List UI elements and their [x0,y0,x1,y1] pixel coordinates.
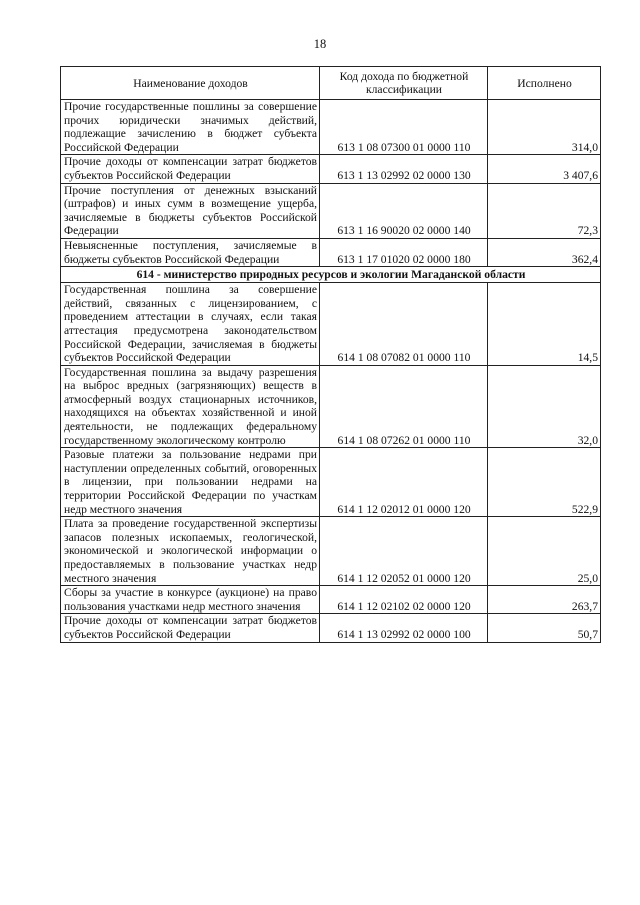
budget-code-cell: 614 1 12 02012 01 0000 120 [320,448,488,517]
executed-value-cell: 50,7 [488,614,601,642]
table-row [61,614,601,642]
revenue-name-cell: Государственная пошлина за выдачу разрешения на выброс вредных (загрязняющих) веществ в атмосферный воздух стационарных источников, находящихся на объектах хозяйственной и иной деятельности, не подлежащих федеральному государственному экологическому контролю [61,365,320,448]
executed-value-cell: 522,9 [488,448,601,517]
revenue-name-cell: Разовые платежи за пользование недрами при наступлении определенных событий, оговоренных в лицензии, при пользовании недрами на территории Российской Федерации по участкам недр местного значения [61,448,320,517]
budget-code-cell: 613 1 08 07300 01 0000 110 [320,100,488,155]
executed-value-cell: 14,5 [488,283,601,366]
table-row [61,155,601,183]
executed-value-cell: 25,0 [488,517,601,586]
table-row [61,586,601,614]
revenue-name-cell: Прочие государственные пошлины за совершение прочих юридически значимых действий, подлежащие зачислению в бюджет субъекта Российской Федерации [61,100,320,155]
executed-value-cell: 263,7 [488,586,601,614]
executed-value-cell: 72,3 [488,183,601,238]
header-budget-code: Код дохода по бюджетной классификации [320,67,488,100]
table-header-row [61,67,601,100]
budget-code-cell: 614 1 12 02102 02 0000 120 [320,586,488,614]
executed-value-cell: 362,4 [488,238,601,266]
table-row [61,183,601,238]
revenue-name-cell: Сборы за участие в конкурсе (аукционе) на право пользования участками недр местного значения [61,586,320,614]
table-row [61,100,601,155]
budget-code-cell: 614 1 13 02992 02 0000 100 [320,614,488,642]
table-row [61,448,601,517]
revenue-name-cell: Плата за проведение государственной экспертизы запасов полезных ископаемых, геологической, экономической и экологической информации о предоставляемых в пользование участках недр местного значения [61,517,320,586]
revenue-name-cell: Прочие поступления от денежных взысканий (штрафов) и иных сумм в возмещение ущерба, зачисляемые в бюджеты субъектов Российской Федерации [61,183,320,238]
header-executed: Исполнено [488,67,601,100]
budget-code-cell: 613 1 16 90020 02 0000 140 [320,183,488,238]
budget-code-cell: 613 1 17 01020 02 0000 180 [320,238,488,266]
revenue-name-cell: Невыясненные поступления, зачисляемые в бюджеты субъектов Российской Федерации [61,238,320,266]
executed-value-cell: 314,0 [488,100,601,155]
revenue-name-cell: Прочие доходы от компенсации затрат бюджетов субъектов Российской Федерации [61,614,320,642]
budget-code-cell: 614 1 12 02052 01 0000 120 [320,517,488,586]
table-row [61,517,601,586]
budget-code-cell: 614 1 08 07262 01 0000 110 [320,365,488,448]
section-heading-row [61,267,601,283]
table-row [61,365,601,448]
executed-value-cell: 3 407,6 [488,155,601,183]
section-heading: 614 - министерство природных ресурсов и экологии Магаданской области [61,267,601,283]
table-header [61,67,601,100]
revenue-table [60,66,601,643]
table-body [61,100,601,643]
budget-code-cell: 613 1 13 02992 02 0000 130 [320,155,488,183]
executed-value-cell: 32,0 [488,365,601,448]
header-revenue-name: Наименование доходов [61,67,320,100]
revenue-name-cell: Прочие доходы от компенсации затрат бюджетов субъектов Российской Федерации [61,155,320,183]
page-number: 18 [313,37,327,51]
revenue-name-cell: Государственная пошлина за совершение действий, связанных с лицензированием, с проведением аттестации в случаях, если такая аттестация предусмотрена законодательством Российской Федерации, зачисляемая в бюджеты субъектов Российской Федерации [61,283,320,366]
budget-code-cell: 614 1 08 07082 01 0000 110 [320,283,488,366]
table-row [61,283,601,366]
table-row [61,238,601,266]
